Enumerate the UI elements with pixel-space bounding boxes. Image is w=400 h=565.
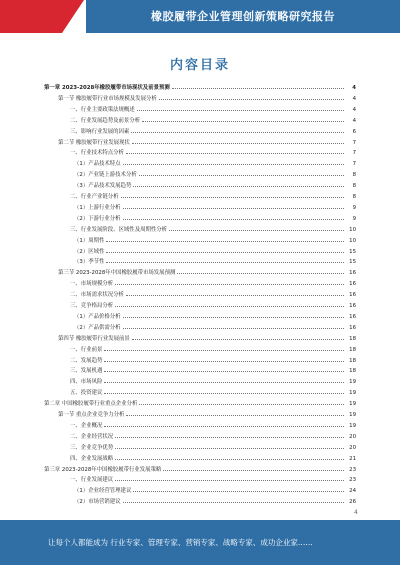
toc-entry-page: 10 bbox=[349, 226, 356, 233]
toc-entry-text: 三、行业发展阶段、区域性及周期性分析 bbox=[70, 226, 168, 233]
toc-entry-page: 7 bbox=[352, 139, 356, 146]
toc-entry-page: 19 bbox=[349, 422, 356, 429]
toc-entry-page: 16 bbox=[349, 313, 356, 320]
toc-leader-dots bbox=[104, 361, 344, 362]
toc-entry[interactable] bbox=[0, 117, 356, 125]
toc-leader-dots bbox=[172, 88, 344, 89]
toc-entry-text: 第一节 重点企业竞争力分析 bbox=[58, 412, 125, 418]
toc-entry[interactable] bbox=[0, 248, 356, 256]
footer-slogan: 让每个人都能成为 行业专家、管理专家、营销专家、战略专家、成功企业家…… bbox=[48, 538, 313, 547]
toc-entry-page: 26 bbox=[349, 499, 356, 506]
toc-entry-page: 16 bbox=[349, 270, 356, 277]
toc-entry-text: 三、发展机遇 bbox=[70, 368, 103, 375]
toc-entry[interactable] bbox=[0, 346, 356, 354]
toc-entry[interactable] bbox=[0, 106, 356, 114]
toc-entry-text: 第三节 2023-2028年中国橡胶履带市场发展预测 bbox=[58, 270, 176, 277]
toc-entry-text: （1）产品技术特点 bbox=[74, 161, 121, 168]
toc-entry[interactable] bbox=[0, 139, 356, 147]
toc-leader-dots bbox=[163, 470, 344, 471]
toc-entry-page: 16 bbox=[349, 281, 356, 288]
toc-entry-text: 二、行业产业链分析 bbox=[70, 194, 119, 200]
toc-entry-text: 一、行业发展建议 bbox=[70, 477, 114, 484]
toc-entry-text: 四、市场风险 bbox=[70, 379, 103, 386]
toc-entry-page: 24 bbox=[349, 488, 356, 495]
toc-leader-dots bbox=[177, 273, 344, 274]
toc-entry[interactable] bbox=[0, 193, 356, 201]
toc-leader-dots bbox=[142, 121, 344, 122]
toc-entry[interactable] bbox=[0, 128, 356, 136]
toc-entry[interactable] bbox=[0, 215, 356, 223]
toc-entry-text: 一、行业前景 bbox=[70, 346, 103, 353]
toc-entry-page: 7 bbox=[352, 161, 356, 168]
header-red-triangle bbox=[62, 0, 84, 33]
toc-entry-text: （1）产品价格分析 bbox=[74, 313, 121, 320]
toc-leader-dots bbox=[115, 480, 344, 481]
toc-entry[interactable] bbox=[0, 160, 356, 168]
toc-leader-dots bbox=[139, 175, 344, 176]
toc-entry-text: （1）周期性 bbox=[74, 237, 105, 244]
toc-leader-dots bbox=[106, 252, 344, 253]
toc-entry-page: 23 bbox=[349, 477, 356, 484]
toc-entry-page: 18 bbox=[349, 346, 356, 353]
toc-entry-text: 三、影响行业发展的因素 bbox=[70, 128, 130, 135]
toc-leader-dots bbox=[133, 491, 344, 492]
toc-entry[interactable] bbox=[0, 389, 356, 397]
toc-entry-text: 二、企业经营状况 bbox=[70, 433, 114, 440]
toc-leader-dots bbox=[104, 393, 344, 394]
toc-leader-dots bbox=[115, 437, 344, 438]
toc-entry-page: 15 bbox=[349, 259, 356, 266]
toc-entry-page: 16 bbox=[349, 303, 356, 309]
toc-entry-page: 9 bbox=[352, 204, 356, 211]
toc-entry[interactable] bbox=[0, 400, 356, 408]
toc-entry-page: 4 bbox=[352, 95, 356, 102]
toc-entry[interactable] bbox=[0, 149, 356, 157]
toc-entry[interactable] bbox=[0, 226, 356, 234]
toc-leader-dots bbox=[106, 262, 344, 263]
toc-entry[interactable] bbox=[0, 433, 356, 441]
toc-entry-text: 二、发展趋势 bbox=[70, 357, 103, 364]
toc-entry[interactable] bbox=[0, 84, 356, 92]
toc-leader-dots bbox=[115, 459, 344, 460]
toc-entry-page: 16 bbox=[349, 324, 356, 331]
toc-entry-text: 一、行业技术特点分析 bbox=[70, 150, 124, 157]
document-title: 橡胶履带企业管理创新策略研究报告 bbox=[86, 0, 400, 33]
toc-leader-dots bbox=[115, 448, 344, 449]
toc-entry-page: 19 bbox=[349, 401, 356, 408]
toc-entry-text: （1）企业经营管理建议 bbox=[74, 488, 132, 495]
toc-leader-dots bbox=[123, 317, 344, 318]
toc-entry-page: 4 bbox=[352, 117, 356, 124]
toc-entry[interactable] bbox=[0, 237, 356, 245]
toc-entry-text: （3）产品技术发展趋势 bbox=[74, 183, 132, 190]
toc-entry[interactable] bbox=[0, 95, 356, 103]
toc-entry-page: 23 bbox=[349, 466, 356, 473]
toc-leader-dots bbox=[132, 339, 344, 340]
toc-entry[interactable] bbox=[0, 498, 356, 506]
toc-entry-page: 7 bbox=[352, 150, 356, 157]
toc-entry-text: 第二章 中国橡胶履带行业重点企业分析 bbox=[44, 401, 138, 408]
toc-entry-page: 19 bbox=[349, 390, 356, 397]
toc-leader-dots bbox=[106, 241, 344, 242]
toc-entry[interactable] bbox=[0, 444, 356, 452]
toc-leader-dots bbox=[115, 284, 344, 285]
toc-leader-dots bbox=[137, 110, 344, 111]
toc-leader-dots bbox=[123, 502, 344, 503]
toc-leader-dots bbox=[132, 143, 344, 144]
toc-leader-dots bbox=[126, 295, 344, 296]
toc-leader-dots bbox=[159, 99, 344, 100]
toc-entry-page: 16 bbox=[349, 292, 356, 299]
toc-leader-dots bbox=[123, 164, 344, 165]
toc-entry-page: 10 bbox=[349, 237, 356, 244]
toc-leader-dots bbox=[133, 186, 344, 187]
toc-entry-text: 五、投资建议 bbox=[70, 390, 103, 397]
toc-leader-dots bbox=[139, 404, 344, 405]
toc-entry-text: 第三章 2023-2028年中国橡胶履带行业发展策略 bbox=[44, 466, 162, 473]
toc-entry[interactable] bbox=[0, 291, 356, 299]
toc-entry-text: 二、市场需求状况分析 bbox=[70, 292, 124, 299]
toc-leader-dots bbox=[126, 415, 344, 416]
toc-entry-page: 8 bbox=[352, 172, 356, 179]
toc-entry[interactable] bbox=[0, 455, 356, 463]
toc-entry-text: 二、行业发展趋势及前景分析 bbox=[70, 117, 141, 124]
toc-entry[interactable] bbox=[0, 466, 356, 474]
toc-entry-text: （3）季节性 bbox=[74, 259, 105, 266]
toc-leader-dots bbox=[104, 426, 344, 427]
toc-entry-page: 20 bbox=[349, 433, 356, 440]
toc-entry-text: （2）区域性 bbox=[74, 248, 105, 255]
toc-entry-text: （2）产业链上游技术分析 bbox=[74, 172, 137, 179]
toc-entry-text: 三、竞争格局分析 bbox=[70, 303, 114, 309]
toc-entry-text: （2）产品供需分析 bbox=[74, 324, 121, 331]
toc-entry-text: （1）上游行业分析 bbox=[74, 204, 121, 211]
toc-entry-page: 8 bbox=[352, 194, 356, 200]
toc-leader-dots bbox=[121, 197, 344, 198]
toc-leader-dots bbox=[104, 350, 344, 351]
toc-entry-page: 19 bbox=[349, 412, 356, 418]
toc-entry-text: 三、企业竞争优势 bbox=[70, 444, 114, 451]
toc-entry-page: 19 bbox=[349, 379, 356, 386]
toc-entry[interactable] bbox=[0, 182, 356, 190]
toc-leader-dots bbox=[126, 153, 344, 154]
toc-entry-page: 4 bbox=[352, 85, 356, 91]
toc-entry-page: 18 bbox=[349, 368, 356, 375]
toc-leader-dots bbox=[123, 208, 344, 209]
toc-leader-dots bbox=[169, 230, 344, 231]
toc-entry-page: 6 bbox=[352, 128, 356, 135]
toc-entry[interactable] bbox=[0, 335, 356, 343]
toc-entry[interactable] bbox=[0, 269, 356, 277]
toc-entry[interactable] bbox=[0, 411, 356, 419]
toc-title: 内容目录 bbox=[169, 58, 230, 73]
footer-bar bbox=[0, 520, 400, 565]
toc-entry-page: 21 bbox=[349, 455, 356, 462]
toc-entry-page: 18 bbox=[349, 335, 356, 342]
toc-entry[interactable] bbox=[0, 280, 356, 288]
toc-entry-text: 第四节 橡胶履带行业发展前景 bbox=[58, 335, 130, 342]
toc-entry[interactable] bbox=[0, 313, 356, 321]
page-number: 4 bbox=[354, 509, 358, 516]
toc-leader-dots bbox=[104, 382, 344, 383]
toc-entry[interactable] bbox=[0, 378, 356, 386]
toc-entry[interactable] bbox=[0, 258, 356, 266]
toc-leader-dots bbox=[115, 306, 344, 307]
toc-entry-text: 第一章 2023-2028年橡胶履带市场现状及前景预测 bbox=[44, 85, 170, 91]
toc-entry[interactable] bbox=[0, 324, 356, 332]
toc-entry[interactable] bbox=[0, 476, 356, 484]
toc-entry[interactable] bbox=[0, 487, 356, 495]
toc-entry-text: 第一节 橡胶履带行业市场规模及发展分析 bbox=[58, 95, 157, 102]
toc-entry[interactable] bbox=[0, 204, 356, 212]
toc-entry-text: （2）市场营销建议 bbox=[74, 499, 121, 506]
toc-entry[interactable] bbox=[0, 367, 356, 375]
toc-leader-dots bbox=[123, 219, 344, 220]
toc-entry-text: 一、市场规模分析 bbox=[70, 281, 114, 288]
toc-entry-text: 第二节 橡胶履带行业发展现状 bbox=[58, 139, 130, 146]
toc-entry[interactable] bbox=[0, 357, 356, 365]
toc-entry[interactable] bbox=[0, 171, 356, 179]
toc-entry[interactable] bbox=[0, 302, 356, 310]
toc-entry-page: 20 bbox=[349, 444, 356, 451]
toc-entry-page: 8 bbox=[352, 183, 356, 190]
toc-entry-text: 一、企业概况 bbox=[70, 422, 103, 429]
toc-leader-dots bbox=[131, 132, 344, 133]
toc-entry-page: 4 bbox=[352, 106, 356, 113]
toc-leader-dots bbox=[104, 371, 344, 372]
toc-entry-text: 四、企业发展战略 bbox=[70, 455, 114, 462]
toc-entry-text: （2）下游行业分析 bbox=[74, 215, 121, 222]
toc-leader-dots bbox=[123, 328, 344, 329]
toc-entry-page: 9 bbox=[352, 215, 356, 222]
toc-entry-page: 15 bbox=[349, 248, 356, 255]
toc-entry-text: 一、行业主要政策法规概述 bbox=[70, 106, 135, 113]
toc-entry-page: 18 bbox=[349, 357, 356, 364]
header-red-block bbox=[0, 0, 62, 33]
toc-entry[interactable] bbox=[0, 422, 356, 430]
